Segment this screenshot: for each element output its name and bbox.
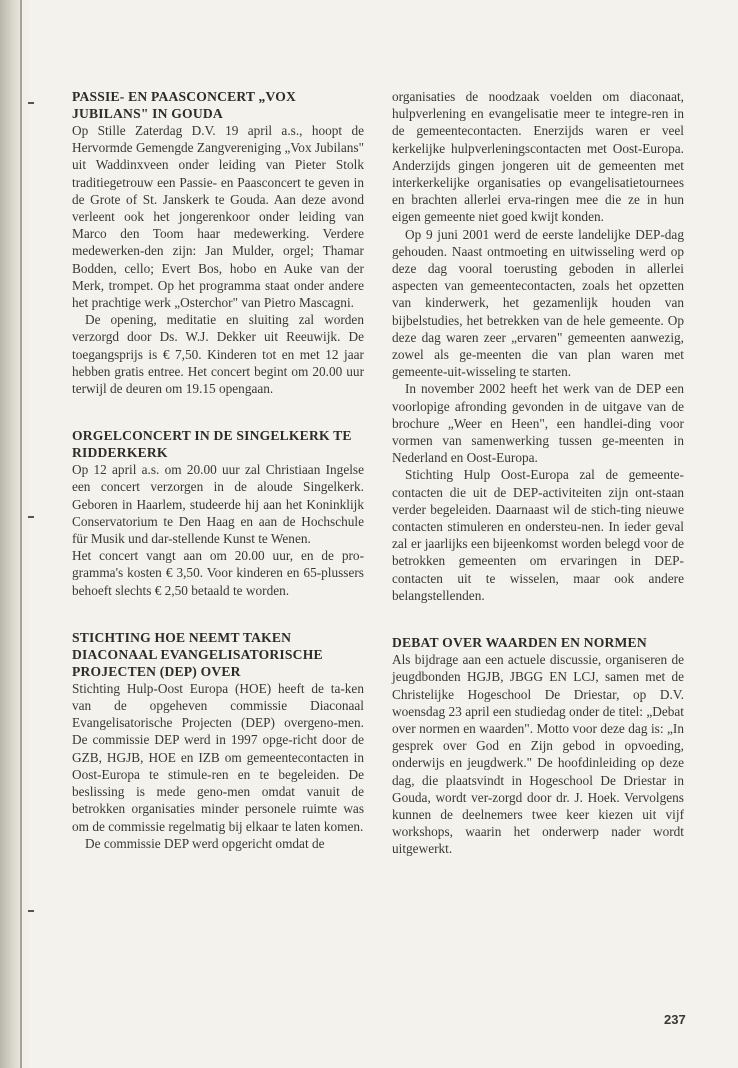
- paragraph: De opening, meditatie en sluiting zal worden verzorgd door Ds. W.J. Dekker uit Reeuwijk. De toegangsprijs is € 7,50. Kinderen tot en met 12 jaar hebben gratis entree. Het concert begint om 20.00 uur terwijl de deuren om 19.15 opengaan.: [72, 312, 364, 397]
- paragraph: Op 12 april a.s. om 20.00 uur zal Christiaan Ingelse een concert verzorgen in de aloude Singelkerk. Geboren in Haarlem, studeerde hij aan het Koninklijk Conservatorium te Den Haag en aan de Hochschule für Musik und dar-stellende Kunst te Wenen.: [72, 462, 364, 547]
- page-number: 237: [664, 1012, 686, 1027]
- section-title-orgelconcert: ORGELCONCERT IN DE SINGELKERK TE RIDDERKERK: [72, 428, 352, 461]
- paragraph: Als bijdrage aan een actuele discussie, organiseren de jeugdbonden HGJB, JBGG EN LCJ, samen met de Christelijke Hogeschool De Driestar, op D.V. woensdag 23 april een studiedag onder de titel: „Debat over normen en waarden". Motto voor deze dag is: „In gesprek over God en Zijn gebod in opvoeding, onderwijs en jeugdwerk." De hoofdinleiding op deze dag, die plaatsvindt in Hogeschool De Driestar in Gouda, wordt ver-zorgd door dr. J. Hoek. Vervolgens kunnen de deelnemers twee keer kiezen uit vijf workshops, waarin het onderwerp nader wordt uitgewerkt.: [392, 652, 684, 857]
- paragraph: Op Stille Zaterdag D.V. 19 april a.s., hoopt de Hervormde Gemengde Zangvereniging „Vox Jubilans" uit Waddinxveen onder leiding van Pieter Stolk traditiegetrouw een Passie- en Paasconcert te geven in de Grote of St. Janskerk te Gouda. Aan deze avond verleent ook het jongerenkoor onder leiding van Marco den Toom haar medewerking. Verdere medewerken-den zijn: Jan Mulder, orgel; Thamar Bodden, cello; Evert Bos, hobo en Auke van der Merk, trompet. Op het programma staat onder andere het prachtige werk „Osterchor" van Pietro Mascagni.: [72, 123, 364, 311]
- paragraph: Stichting Hulp Oost-Europa zal de gemeente-contacten die uit de DEP-activiteiten zijn ont-staan verder begeleiden. Daarnaast wil de stich-ting nieuwe contacten stimuleren en ondersteu-nen. In ieder geval zal er jaarlijks een bijeenkomst worden belegd voor de betrokken gemeenten om ervaringen in DEP-contacten uit te wisselen, maar ook andere belangstellenden.: [392, 467, 684, 603]
- left-column: [72, 88, 364, 852]
- paragraph: Op 9 juni 2001 werd de eerste landelijke DEP-dag gehouden. Naast ontmoeting en uitwisseling werd op deze dag vooral toerusting geboden in allerlei aspecten van gemeentecontacten, zoals het opzetten van kinderwerk, het gezamenlijk houden van bijbelstudies, het betrekken van de hele gemeente. Op deze dag waren zeer „ervaren" gemeenten aanwezig, zowel als ge-meenten die van plan waren met gemeente-uit-wisseling te starten.: [392, 226, 684, 380]
- paragraph: Stichting Hulp-Oost Europa (HOE) heeft de ta-ken van de opgeheven commissie Diaconaal Evangelisatorische Projecten (DEP) overgeno-men. De commissie DEP werd in 1997 opge-richt door de GZB, HGJB, HOE en IZB om gemeentecontacten in Oost-Europa te stimule-ren en te begeleiden. De beslissing is mede geno-men omdat vanuit de betrokken organisaties minder personele ruimte was om de commissie regelmatig bij elkaar te laten komen.: [72, 680, 364, 834]
- paragraph: Het concert vangt aan om 20.00 uur, en de pro-gramma's kosten € 3,50. Voor kinderen en 65-plussers behoeft slechts € 2,50 betaald te worden.: [72, 548, 364, 598]
- paragraph: In november 2002 heeft het werk van de DEP een voorlopige afronding gevonden in de uitgave van de brochure „Weer en Heen", een handlei-ding voor vormen van samenwerking tussen ge-meenten in Nederland en Oost-Europa.: [392, 381, 684, 466]
- paragraph: organisaties de noodzaak voelden om diaconaat, hulpverlening en evangelisatie meer te integre-ren in de gemeentecontacten. Enerzijds waren er veel kerkelijke hulpverleningscontacten met Oost-Europa. Anderzijds gingen jongeren uit de gemeenten met interkerkelijke organisaties op evangelisatietournees en brachten allerlei erva-ringen mee die ze in hun eigen gemeente niet goed kwijt konden.: [392, 89, 684, 225]
- paragraph: De commissie DEP werd opgericht omdat de: [85, 835, 325, 851]
- book-spine: [0, 0, 22, 1068]
- right-column: [392, 88, 684, 858]
- gutter-mark: [28, 102, 34, 104]
- spine-edge: [20, 0, 22, 1068]
- section-title-passieconcert: PASSIE- EN PAASCONCERT „VOX JUBILANS" IN GOUDA: [72, 89, 297, 121]
- section-title-stichting-hoe: STICHTING HOE NEEMT TAKEN DIACONAAL EVANGELISATORISCHE PROJECTEN (DEP) OVER: [72, 629, 323, 679]
- gutter-mark: [28, 516, 34, 518]
- section-title-debat: DEBAT OVER WAARDEN EN NORMEN: [392, 635, 647, 651]
- gutter-mark: [28, 910, 34, 912]
